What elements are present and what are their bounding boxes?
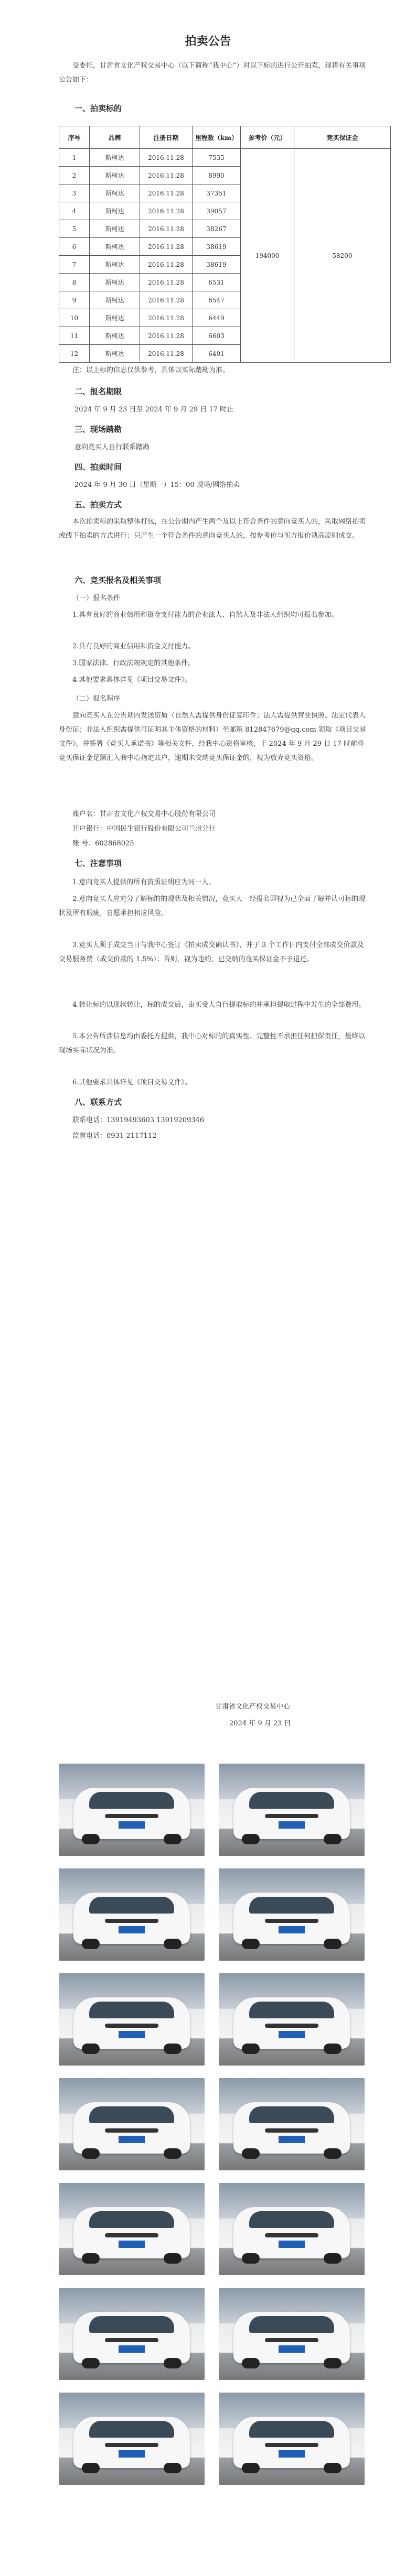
table-cell: 斯柯达 bbox=[90, 327, 140, 345]
table-cell: 8 bbox=[59, 274, 90, 291]
section-heading-1: 一、拍卖标的 bbox=[74, 104, 122, 113]
car-image bbox=[233, 2102, 350, 2154]
vehicle-photo bbox=[59, 2183, 205, 2275]
table-cell: 3 bbox=[59, 184, 90, 202]
notice-item: 3.竞买人须于成交当日与我中心签订《拍卖成交确认书》，并于 3 个工作日内支付全部成交价款及交易服务费（成交价款的 1.5%）；否则，视为违约，已交纳的竞买保证金不予退还。 bbox=[59, 941, 364, 963]
intro-paragraph: 受委托，甘肃省文化产权交易中心（以下简称“我中心”）对以下标的进行公开拍卖，现将有关事项公告如下： bbox=[59, 62, 366, 84]
section-heading-5: 五、拍卖方式 bbox=[74, 500, 122, 509]
auction-method: 本次拍卖标的采取整体打包，在公告期内产生两个及以上符合条件的意向竞买人的，采取网络拍卖或线下拍卖的方式进行；只产生一个符合条件的意向竞买人的，按参考价与买方报价孰高原则成交。 bbox=[59, 518, 366, 540]
requirement-item: 2.具有良好的商业信用和资金支付能力。 bbox=[72, 643, 195, 650]
table-cell: 斯柯达 bbox=[90, 184, 140, 202]
table-cell: 6531 bbox=[193, 274, 241, 291]
table-cell: 7 bbox=[59, 256, 90, 274]
table-cell: 斯柯达 bbox=[90, 309, 140, 327]
table-header: 注册日期 bbox=[140, 126, 193, 149]
table-cell: 39057 bbox=[193, 202, 241, 220]
registration-period: 2024 年 9 月 23 日至 2024 年 9 月 29 日 17 时止 bbox=[74, 406, 234, 414]
procedure-heading: （二）报名程序 bbox=[72, 695, 121, 703]
section-heading-8: 八、联系方式 bbox=[74, 1097, 122, 1107]
table-cell: 11 bbox=[59, 327, 90, 345]
table-cell: 6449 bbox=[193, 309, 241, 327]
table-header: 序号 bbox=[59, 126, 90, 149]
table-cell: 2016.11.28 bbox=[140, 274, 193, 291]
requirement-item: 1.具有良好的商业信用和资金支付能力的企业法人、自然人及非法人组织均可报名参加。 bbox=[72, 611, 338, 619]
table-cell: 9 bbox=[59, 291, 90, 309]
car-image bbox=[73, 1788, 190, 1839]
vehicle-photo bbox=[219, 1764, 365, 1856]
table-cell: 6 bbox=[59, 238, 90, 256]
account-name: 账户名：甘肃省文化产权交易中心股份有限公司 bbox=[72, 810, 216, 818]
vehicle-photo bbox=[219, 2288, 365, 2380]
contact-phone: 联系电话：13919493603 13919209346 bbox=[72, 1116, 205, 1124]
car-image bbox=[73, 2102, 190, 2154]
table-cell: 2016.11.28 bbox=[140, 291, 193, 309]
table-cell: 38619 bbox=[193, 256, 241, 274]
notice-item: 1.意向竞买人提供的所有资质证明应为同一人。 bbox=[72, 878, 216, 886]
table-cell: 37351 bbox=[193, 184, 241, 202]
table-note: 注：以上标的信息仅供参考，具体以实际踏勘为准。 bbox=[72, 366, 230, 374]
notice-item: 6.其他要求具体详见《项目交易文件》。 bbox=[72, 1079, 191, 1086]
car-image bbox=[233, 1788, 350, 1839]
reference-price-cell: 194000 bbox=[241, 149, 294, 363]
section-heading-6: 六、竞买报名及相关事项 bbox=[74, 575, 162, 585]
table-cell: 7535 bbox=[193, 149, 241, 167]
car-image bbox=[73, 2417, 190, 2468]
table-cell: 38267 bbox=[193, 220, 241, 238]
table-cell: 2016.11.28 bbox=[140, 167, 193, 184]
site-survey: 意向竞买人自行联系踏勘 bbox=[74, 443, 150, 451]
section-heading-3: 三、现场踏勘 bbox=[74, 425, 122, 434]
table-cell: 斯柯达 bbox=[90, 256, 140, 274]
table-row bbox=[59, 149, 391, 167]
car-image bbox=[233, 1893, 350, 1944]
table-cell: 2016.11.28 bbox=[140, 238, 193, 256]
table-header-row bbox=[59, 126, 391, 149]
table-cell: 4 bbox=[59, 202, 90, 220]
table-cell: 12 bbox=[59, 345, 90, 363]
car-image bbox=[73, 1997, 190, 2049]
notice-item: 5.本公告所涉信息均由委托方提供，我中心对标的的真实性、完整性不承担任何担保责任，最终以现场实际状况为准。 bbox=[59, 1032, 366, 1055]
vehicle-photo bbox=[219, 2078, 365, 2170]
table-header: 竞买保证金 bbox=[294, 126, 391, 149]
table-cell: 2016.11.28 bbox=[140, 309, 193, 327]
table-cell: 2016.11.28 bbox=[140, 327, 193, 345]
car-image bbox=[233, 1997, 350, 2049]
signoff-date: 2024 年 9 月 23 日 bbox=[229, 1720, 291, 1727]
table-cell: 斯柯达 bbox=[90, 345, 140, 363]
table-cell: 6401 bbox=[193, 345, 241, 363]
table-header: 参考价（元） bbox=[241, 126, 294, 149]
account-bank: 开户银行：中国民生银行股份有限公司兰州分行 bbox=[72, 825, 216, 833]
table-cell: 2016.11.28 bbox=[140, 184, 193, 202]
car-image bbox=[233, 2312, 350, 2363]
table-cell: 2016.11.28 bbox=[140, 345, 193, 363]
car-image bbox=[73, 1893, 190, 1944]
table-cell: 斯柯达 bbox=[90, 274, 140, 291]
lots-table bbox=[59, 126, 391, 363]
requirements-heading: （一）报名条件 bbox=[72, 594, 121, 602]
notice-item: 4.转让标的以现状转让，标的成交后，由买受人自行提取标的并承担提取过程中发生的全部费用。 bbox=[72, 1001, 366, 1009]
requirement-item: 4.其他要求具体详见《项目交易文件》。 bbox=[72, 676, 191, 684]
table-cell: 5 bbox=[59, 220, 90, 238]
vehicle-photo bbox=[59, 1868, 205, 1961]
procedure-paragraph: 意向竞买人在公告期内发送资质（自然人需提供身份证复印件；法人需提供营业执照、法定代表人身份证；非法人组织需提供可证明其主体资格的材料）至邮箱 812847679@qq.com 领取《项目交易文件》，并签署《竞买人承诺书》等相关文件，经我中心资格审核，于 2024 年 9 月 29 日 17 时前将竞买保证金足额汇入我中心指定账户，逾期未交纳竞买保证金的，视为放弃竞买资格。 bbox=[59, 712, 366, 762]
car-image bbox=[73, 2312, 190, 2363]
vehicle-photo bbox=[219, 1973, 365, 2066]
table-cell: 斯柯达 bbox=[90, 291, 140, 309]
vehicle-photo bbox=[219, 1868, 365, 1961]
section-heading-4: 四、拍卖时间 bbox=[74, 462, 122, 472]
section-heading-2: 二、报名期限 bbox=[74, 387, 122, 396]
table-cell: 斯柯达 bbox=[90, 202, 140, 220]
table-cell: 1 bbox=[59, 149, 90, 167]
table-header: 品牌 bbox=[90, 126, 140, 149]
section-heading-7: 七、注意事项 bbox=[74, 858, 122, 868]
vehicle-photo bbox=[59, 1764, 205, 1856]
car-image bbox=[233, 2417, 350, 2468]
car-image bbox=[233, 2207, 350, 2258]
account-number: 账 号：602868025 bbox=[72, 840, 134, 847]
requirement-item: 3.国家法律、行政法规规定的其他条件。 bbox=[72, 659, 195, 667]
vehicle-photo bbox=[59, 2288, 205, 2380]
table-header: 里程数（km） bbox=[193, 126, 241, 149]
supervise-phone: 监督电话：0931-2117112 bbox=[72, 1132, 157, 1140]
vehicle-photo bbox=[59, 1973, 205, 2066]
signoff-org: 甘肃省文化产权交易中心 bbox=[215, 1703, 291, 1711]
table-cell: 2016.11.28 bbox=[140, 256, 193, 274]
auction-time: 2024 年 9 月 30 日（星期一）15：00 现场/网络拍卖 bbox=[74, 481, 240, 489]
deposit-cell: 58200 bbox=[294, 149, 391, 363]
page-title: 拍卖公告 bbox=[185, 35, 231, 48]
table-cell: 8990 bbox=[193, 167, 241, 184]
table-cell: 2016.11.28 bbox=[140, 149, 193, 167]
table-cell: 斯柯达 bbox=[90, 238, 140, 256]
vehicle-photo bbox=[59, 2078, 205, 2170]
table-cell: 2016.11.28 bbox=[140, 220, 193, 238]
table-cell: 6603 bbox=[193, 327, 241, 345]
table-cell: 38619 bbox=[193, 238, 241, 256]
table-cell: 10 bbox=[59, 309, 90, 327]
car-image bbox=[73, 2207, 190, 2258]
vehicle-photo bbox=[219, 2183, 365, 2275]
table-cell: 斯柯达 bbox=[90, 149, 140, 167]
table-cell: 斯柯达 bbox=[90, 167, 140, 184]
table-cell: 斯柯达 bbox=[90, 220, 140, 238]
table-cell: 2 bbox=[59, 167, 90, 184]
notice-item: 2.意向竞买人应充分了解标的的现状及相关情况，竞买人一经报名即视为已全面了解并认可标的现状及所有瑕疵，自愿承担相应风险。 bbox=[59, 895, 366, 917]
vehicle-photo bbox=[59, 2393, 205, 2485]
table-cell: 2016.11.28 bbox=[140, 202, 193, 220]
vehicle-photo bbox=[219, 2393, 365, 2485]
table-cell: 6547 bbox=[193, 291, 241, 309]
